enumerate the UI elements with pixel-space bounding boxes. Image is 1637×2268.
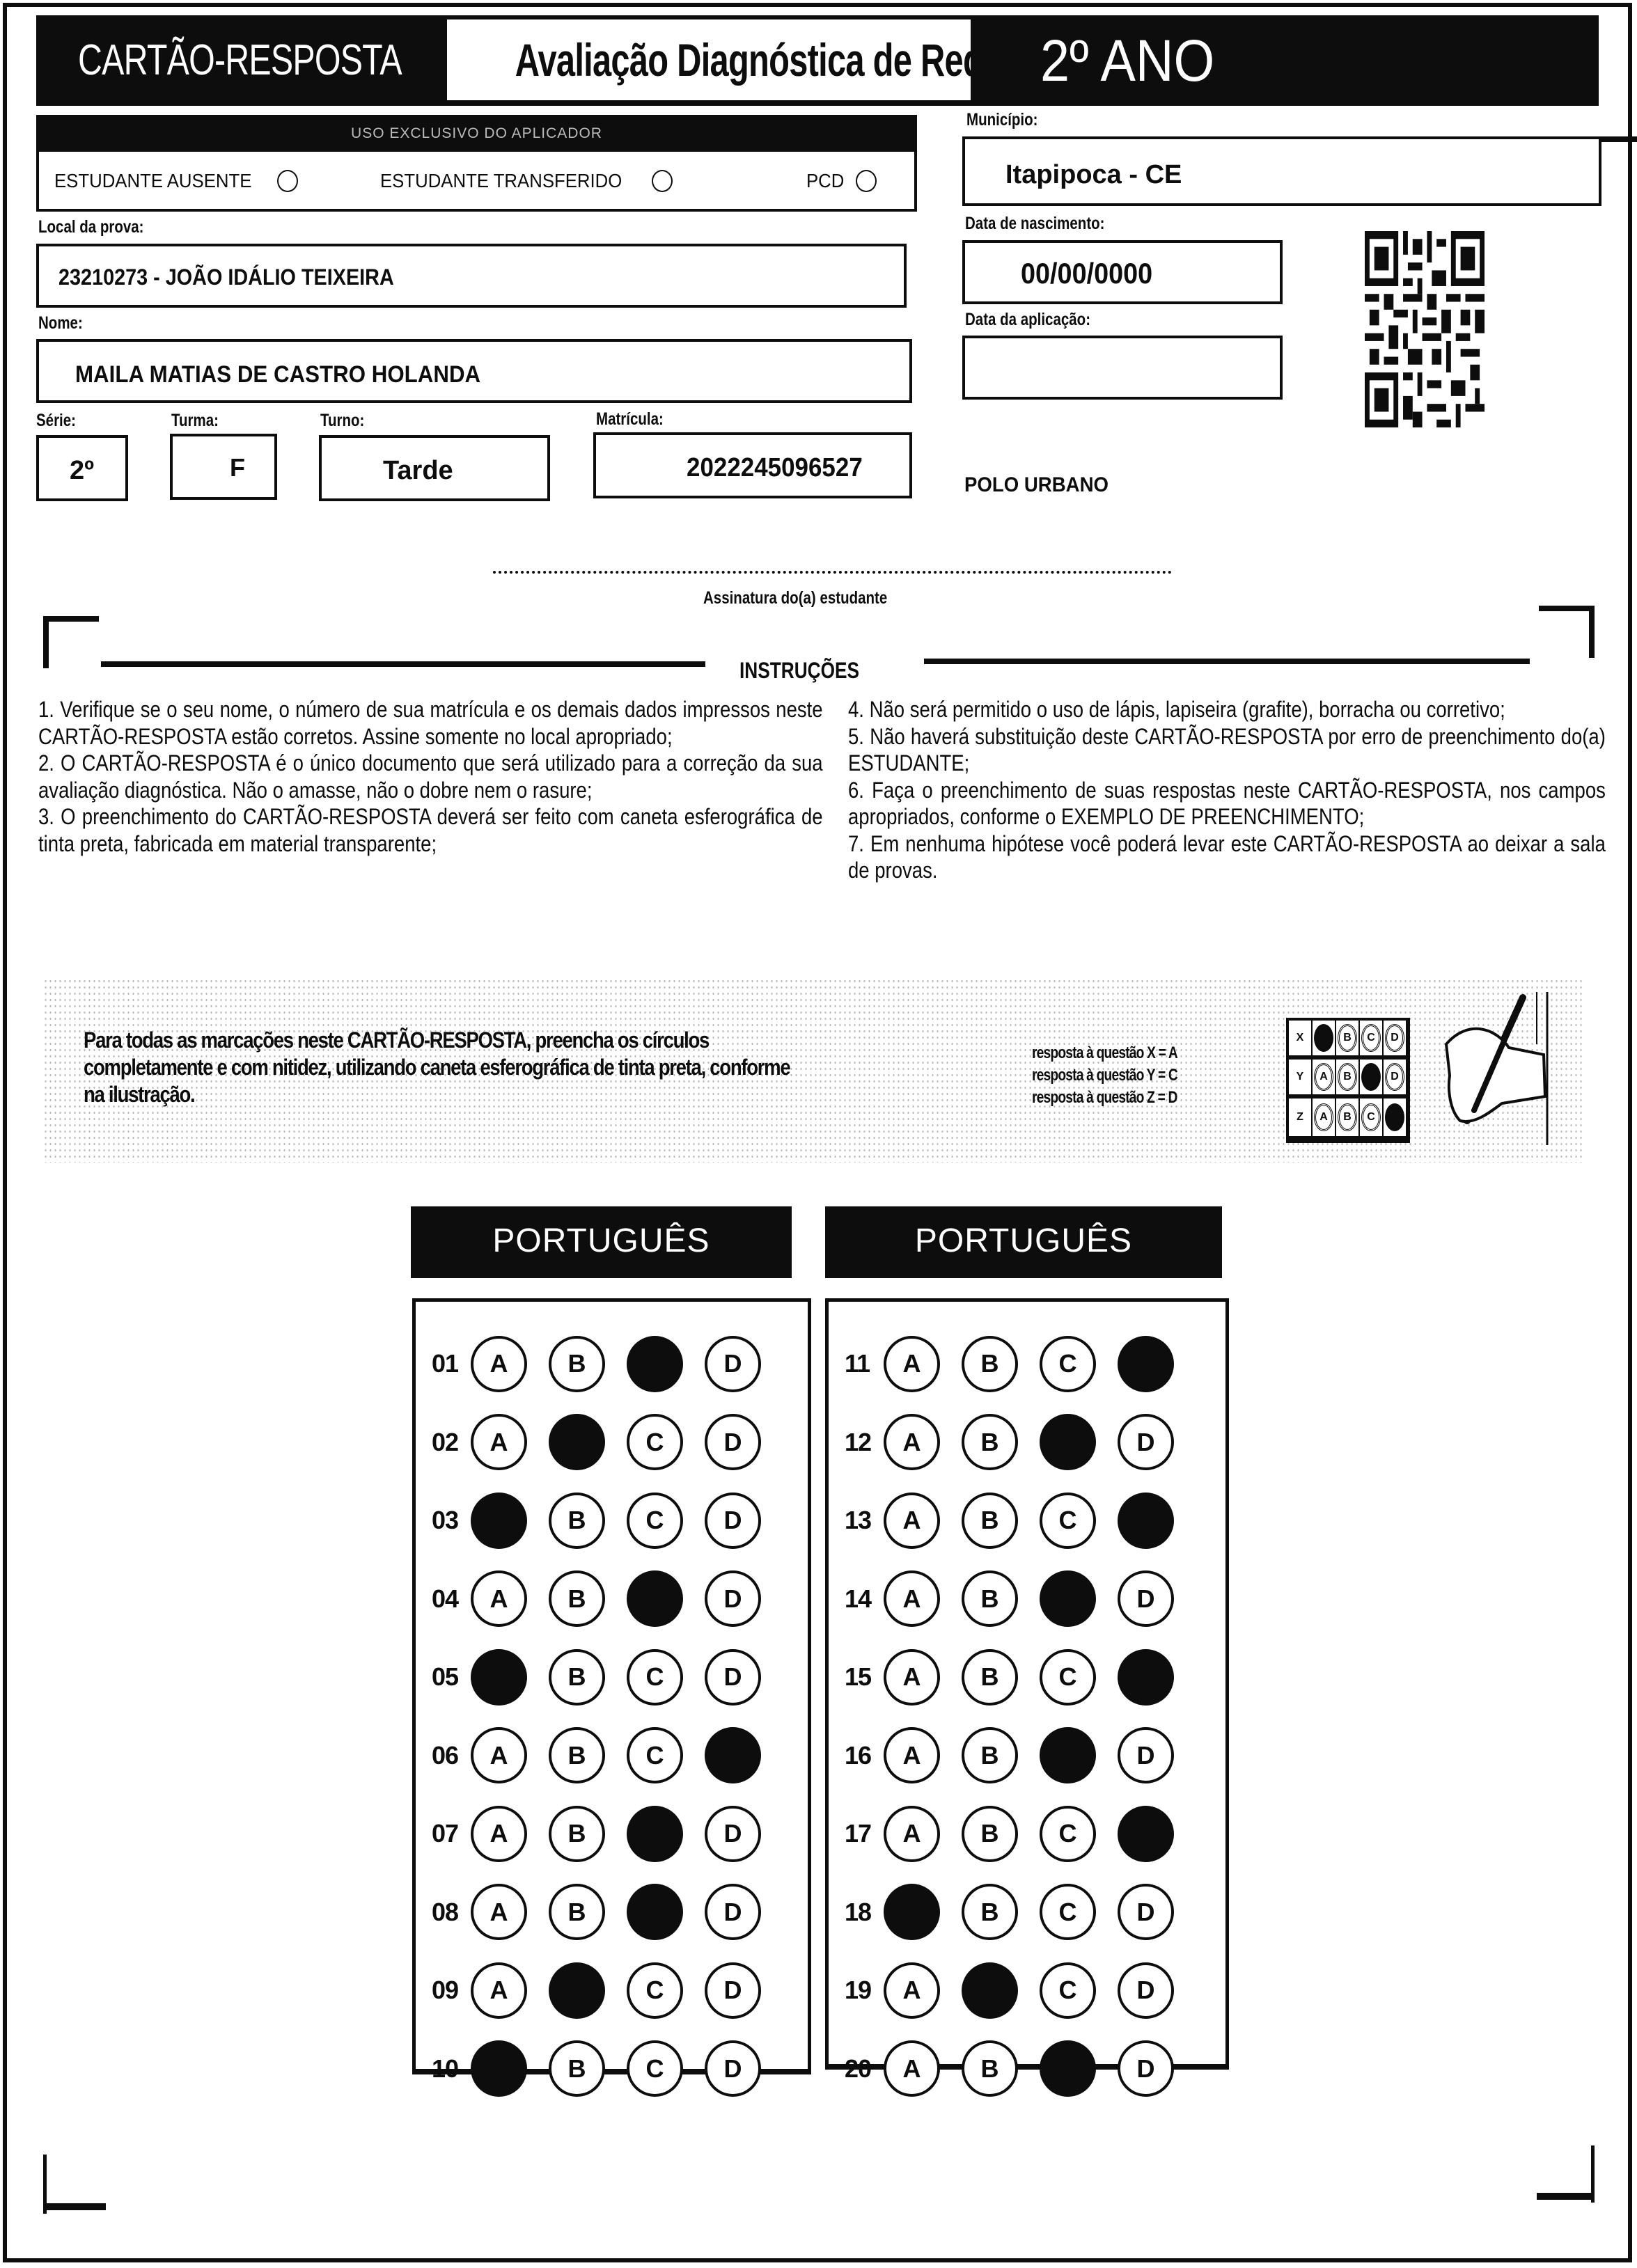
corner-marker-top-left bbox=[43, 616, 49, 668]
signature-line[interactable] bbox=[493, 571, 1172, 574]
question-row bbox=[416, 1411, 783, 1474]
example-cell bbox=[1336, 1060, 1360, 1098]
corner-marker-top-right bbox=[1589, 606, 1595, 658]
answer-bubble-c[interactable]: C bbox=[1040, 1962, 1096, 2019]
filling-example bbox=[43, 978, 1582, 1163]
answer-block-2 bbox=[825, 1298, 1229, 2083]
option-pcd[interactable] bbox=[806, 170, 877, 192]
answer-bubble-b[interactable] bbox=[549, 1962, 605, 2019]
local-value: 23210273 - JOÃO IDÁLIO TEIXEIRA bbox=[58, 265, 394, 290]
filled-bubble-icon: D bbox=[1385, 1103, 1404, 1131]
question-number: 10 bbox=[432, 2054, 459, 2083]
subject-header-2: PORTUGUÊS bbox=[825, 1206, 1222, 1278]
question-row bbox=[416, 1724, 783, 1787]
instruction-item: 2. O CARTÃO-RESPOSTA é o único documento que será utilizado para a correção da sua avaliação diagnóstica. Não o amasse, não o dobre nem o rasure; bbox=[38, 750, 823, 803]
question-number: 05 bbox=[432, 1662, 459, 1691]
example-cell bbox=[1360, 1060, 1384, 1098]
municipio-label: Município: bbox=[966, 110, 1038, 129]
nome-value: MAILA MATIAS DE CASTRO HOLANDA bbox=[75, 361, 481, 388]
serie-label: Série: bbox=[36, 411, 76, 430]
subject-header-1: PORTUGUÊS bbox=[411, 1206, 792, 1278]
answer-bubble-c[interactable] bbox=[1040, 1570, 1096, 1627]
answer-bubble-b[interactable]: B bbox=[549, 1336, 605, 1392]
answer-bubble-c[interactable]: C bbox=[627, 1727, 683, 1783]
answer-bubble-a[interactable]: A bbox=[471, 1570, 527, 1627]
answer-bubble-b[interactable]: B bbox=[549, 1570, 605, 1627]
serie-value: 2º bbox=[70, 456, 95, 485]
answer-bubble-a[interactable]: A bbox=[884, 1727, 940, 1783]
answer-bubble-d[interactable]: D bbox=[1118, 1414, 1174, 1470]
question-row bbox=[829, 2038, 1196, 2100]
instruction-item: 7. Em nenhuma hipótese você poderá levar este CARTÃO-RESPOSTA ao deixar a sala de provas. bbox=[848, 830, 1606, 883]
turma-label: Turma: bbox=[171, 411, 219, 430]
answer-bubble-a[interactable]: A bbox=[471, 1727, 527, 1783]
answer-bubble-a[interactable]: A bbox=[884, 1336, 940, 1392]
question-row bbox=[829, 1489, 1196, 1552]
answer-bubble-a[interactable]: A bbox=[884, 1570, 940, 1627]
question-row bbox=[416, 1881, 783, 1944]
answer-bubble-b[interactable]: B bbox=[962, 1570, 1018, 1627]
answer-bubble-d[interactable]: D bbox=[1118, 1727, 1174, 1783]
question-number: 18 bbox=[845, 1897, 872, 1926]
answer-bubble-a[interactable]: A bbox=[884, 1649, 940, 1706]
answer-block-1 bbox=[412, 1298, 811, 2083]
answer-bubble-b[interactable]: B bbox=[962, 1727, 1018, 1783]
answer-bubble-d[interactable] bbox=[705, 1727, 761, 1783]
answer-bubble-d[interactable] bbox=[1118, 1493, 1174, 1549]
example-row-label: Z bbox=[1289, 1098, 1313, 1137]
question-row bbox=[829, 1802, 1196, 1865]
question-number: 14 bbox=[845, 1584, 872, 1613]
answer-bubble-b[interactable]: B bbox=[549, 1806, 605, 1862]
question-number: 03 bbox=[432, 1506, 459, 1534]
question-number: 16 bbox=[845, 1740, 872, 1770]
empty-bubble-icon: D bbox=[1385, 1024, 1404, 1052]
example-cell bbox=[1336, 1098, 1360, 1137]
answer-bubble-d[interactable]: D bbox=[1118, 2040, 1174, 2097]
answer-bubble-c[interactable] bbox=[1040, 1414, 1096, 1470]
example-cell bbox=[1360, 1021, 1384, 1060]
assessment-title-box bbox=[447, 19, 1002, 100]
answer-bubble-d[interactable]: D bbox=[1118, 1884, 1174, 1940]
example-cell bbox=[1384, 1060, 1407, 1098]
answer-bubble-d[interactable]: D bbox=[705, 1962, 761, 2019]
empty-bubble-icon: B bbox=[1338, 1103, 1357, 1131]
aplicacao-label: Data da aplicação: bbox=[965, 310, 1091, 329]
question-row bbox=[829, 1646, 1196, 1708]
example-instruction: Para todas as marcações neste CARTÃO-RESPOSTA, preencha os círculos completamente e com nitidez, utilizando caneta esferográfica de tinta preta, conforme na ilustração. bbox=[84, 1027, 790, 1107]
empty-bubble-icon: A bbox=[1314, 1103, 1333, 1131]
answer-bubble-b[interactable]: B bbox=[962, 1493, 1018, 1549]
instruction-item: 3. O preenchimento do CARTÃO-RESPOSTA deverá ser feito com caneta esferográfica de tinta preta, fabricada em material transparente; bbox=[38, 804, 823, 856]
answer-bubble-c[interactable]: C bbox=[627, 2040, 683, 2097]
question-number: 01 bbox=[432, 1349, 459, 1378]
question-row bbox=[416, 1959, 783, 2022]
answer-bubble-a[interactable]: A bbox=[471, 1962, 527, 2019]
polo-label: POLO URBANO bbox=[964, 473, 1109, 496]
instruction-item: 5. Não haverá substituição deste CARTÃO-RESPOSTA por erro de preenchimento do(a) ESTUDANTE; bbox=[848, 723, 1606, 775]
answer-bubble-c[interactable]: C bbox=[1040, 1336, 1096, 1392]
instructions-title: INSTRUÇÕES bbox=[739, 658, 860, 683]
card-title: CARTÃO-RESPOSTA bbox=[78, 36, 402, 84]
matricula-field bbox=[593, 432, 912, 498]
answer-bubble-d[interactable] bbox=[1118, 1649, 1174, 1706]
answer-bubble-c[interactable]: C bbox=[1040, 1493, 1096, 1549]
example-cell bbox=[1384, 1021, 1407, 1060]
filled-bubble-icon: C bbox=[1361, 1063, 1381, 1091]
answer-bubble-b[interactable]: B bbox=[549, 2040, 605, 2097]
answer-bubble-a[interactable]: A bbox=[884, 1806, 940, 1862]
legend-item: resposta à questão X = A bbox=[1032, 1044, 1177, 1062]
answer-bubble-b[interactable]: B bbox=[549, 1727, 605, 1783]
legend-item: resposta à questão Z = D bbox=[1032, 1088, 1177, 1107]
radio-circle-icon[interactable] bbox=[856, 170, 877, 192]
local-field bbox=[36, 244, 907, 308]
answer-bubble-a[interactable]: A bbox=[471, 1414, 527, 1470]
answer-bubble-a[interactable] bbox=[471, 1649, 527, 1706]
example-cell bbox=[1336, 1021, 1360, 1060]
answer-bubble-b[interactable]: B bbox=[549, 1884, 605, 1940]
question-number: 19 bbox=[845, 1976, 872, 2004]
serie-field bbox=[36, 435, 128, 501]
answer-bubble-d[interactable]: D bbox=[1118, 1570, 1174, 1627]
option-label: PCD bbox=[806, 170, 845, 191]
nome-label: Nome: bbox=[38, 313, 83, 333]
question-number: 15 bbox=[845, 1662, 872, 1691]
answer-bubble-b[interactable]: B bbox=[962, 1649, 1018, 1706]
answer-bubble-a[interactable] bbox=[884, 1884, 940, 1940]
nome-field bbox=[36, 339, 912, 403]
radio-circle-icon[interactable] bbox=[652, 170, 673, 192]
answer-bubble-a[interactable]: A bbox=[884, 1962, 940, 2019]
instruction-item: 4. Não será permitido o uso de lápis, lapiseira (grafite), borracha ou corretivo; bbox=[848, 697, 1505, 722]
municipio-field bbox=[962, 136, 1601, 206]
question-number: 20 bbox=[845, 2054, 872, 2083]
example-cell bbox=[1313, 1098, 1336, 1137]
grade-year: 2º ANO bbox=[1040, 28, 1215, 93]
corner-marker-top-left bbox=[43, 616, 99, 622]
local-label: Local da prova: bbox=[38, 217, 144, 237]
answer-bubble-c[interactable]: C bbox=[1040, 1884, 1096, 1940]
answer-bubble-d[interactable]: D bbox=[705, 1806, 761, 1862]
example-cell bbox=[1360, 1098, 1384, 1137]
answer-bubble-d[interactable]: D bbox=[705, 1336, 761, 1392]
question-number: 08 bbox=[432, 1897, 459, 1926]
question-row bbox=[829, 1959, 1196, 2022]
empty-bubble-icon: B bbox=[1338, 1024, 1357, 1052]
answer-bubble-c[interactable]: C bbox=[1040, 1806, 1096, 1862]
signature-label: Assinatura do(a) estudante bbox=[703, 588, 888, 608]
empty-bubble-icon: B bbox=[1338, 1063, 1357, 1091]
corner-marker-top-right bbox=[1539, 606, 1595, 611]
example-grid bbox=[1286, 1018, 1410, 1143]
instructions-right-column bbox=[848, 696, 1606, 884]
answer-bubble-d[interactable]: D bbox=[705, 1884, 761, 1940]
hand-pencil-icon bbox=[1418, 992, 1551, 1145]
answer-bubble-a[interactable]: A bbox=[884, 2040, 940, 2097]
option-estudante-ausente[interactable] bbox=[54, 170, 298, 192]
answer-bubble-d[interactable] bbox=[1118, 1336, 1174, 1392]
answer-bubble-d[interactable] bbox=[1118, 1806, 1174, 1862]
answer-bubble-b[interactable]: B bbox=[962, 1806, 1018, 1862]
empty-bubble-icon: C bbox=[1361, 1024, 1381, 1052]
aplicador-title: USO EXCLUSIVO DO APLICADOR bbox=[351, 125, 602, 141]
question-number: 06 bbox=[432, 1740, 459, 1770]
question-row bbox=[416, 1489, 783, 1552]
instructions-rule-left bbox=[101, 661, 705, 667]
option-label: ESTUDANTE TRANSFERIDO bbox=[380, 170, 622, 191]
turma-value: F bbox=[230, 453, 245, 482]
question-row bbox=[829, 1724, 1196, 1787]
question-number: 09 bbox=[432, 1976, 459, 2004]
aplicacao-field[interactable] bbox=[962, 336, 1283, 400]
answer-bubble-b[interactable]: B bbox=[962, 1336, 1018, 1392]
question-number: 07 bbox=[432, 1819, 459, 1848]
answer-bubble-a[interactable]: A bbox=[471, 1806, 527, 1862]
answer-bubble-c[interactable]: C bbox=[627, 1493, 683, 1549]
corner-marker-bottom-right bbox=[1537, 2193, 1595, 2200]
answer-bubble-d[interactable]: D bbox=[705, 1649, 761, 1706]
nascimento-value: 00/00/0000 bbox=[1021, 257, 1153, 290]
example-cell bbox=[1313, 1060, 1336, 1098]
turma-field bbox=[170, 434, 277, 500]
answer-bubble-a[interactable] bbox=[471, 2040, 527, 2097]
question-row bbox=[416, 1646, 783, 1708]
answer-bubble-b[interactable]: B bbox=[962, 2040, 1018, 2097]
question-row bbox=[416, 1802, 783, 1865]
question-row bbox=[829, 1568, 1196, 1630]
example-cell bbox=[1313, 1021, 1336, 1060]
matricula-label: Matrícula: bbox=[596, 409, 664, 429]
question-number: 13 bbox=[845, 1506, 872, 1534]
instructions-left-column bbox=[38, 696, 823, 857]
answer-bubble-d[interactable]: D bbox=[705, 1414, 761, 1470]
example-cell bbox=[1384, 1098, 1407, 1137]
question-row bbox=[829, 1332, 1196, 1395]
answer-bubble-b[interactable]: B bbox=[549, 1493, 605, 1549]
answer-bubble-d[interactable]: D bbox=[1118, 1962, 1174, 2019]
question-number: 12 bbox=[845, 1427, 872, 1456]
municipio-value: Itapipoca - CE bbox=[1005, 160, 1182, 189]
question-row bbox=[829, 1411, 1196, 1474]
option-label: ESTUDANTE AUSENTE bbox=[54, 170, 252, 191]
question-row bbox=[416, 1568, 783, 1630]
nascimento-field bbox=[962, 240, 1283, 304]
answer-bubble-c[interactable]: C bbox=[1040, 1649, 1096, 1706]
answer-bubble-c[interactable] bbox=[627, 1806, 683, 1862]
example-row-label: X bbox=[1289, 1021, 1313, 1060]
answer-bubble-a[interactable]: A bbox=[471, 1336, 527, 1392]
assessment-title: Avaliação Diagnóstica de Rede bbox=[515, 34, 1002, 86]
legend-item: resposta à questão Y = C bbox=[1032, 1066, 1177, 1085]
question-number: 11 bbox=[845, 1349, 870, 1378]
nascimento-label: Data de nascimento: bbox=[965, 214, 1105, 233]
empty-bubble-icon: C bbox=[1361, 1103, 1381, 1131]
answer-bubble-d[interactable]: D bbox=[705, 1493, 761, 1549]
example-legend bbox=[1032, 1042, 1177, 1109]
answer-bubble-c[interactable]: C bbox=[627, 1649, 683, 1706]
turno-field bbox=[319, 435, 550, 501]
qr-code-icon bbox=[1365, 231, 1485, 427]
instructions-rule-right bbox=[924, 659, 1530, 664]
turno-label: Turno: bbox=[320, 411, 365, 430]
option-estudante-transferido[interactable] bbox=[380, 170, 673, 192]
aplicador-header bbox=[36, 115, 917, 152]
question-row bbox=[829, 1881, 1196, 1944]
question-row bbox=[416, 2038, 783, 2100]
example-row-label: Y bbox=[1289, 1060, 1313, 1098]
turno-value: Tarde bbox=[383, 456, 453, 485]
answer-bubble-b[interactable]: B bbox=[962, 1884, 1018, 1940]
question-number: 17 bbox=[845, 1819, 872, 1848]
aplicador-options bbox=[36, 152, 917, 212]
answer-bubble-d[interactable]: D bbox=[705, 2040, 761, 2097]
empty-bubble-icon: D bbox=[1385, 1063, 1404, 1091]
question-row bbox=[416, 1332, 783, 1395]
matricula-value: 2022245096527 bbox=[687, 453, 863, 482]
radio-circle-icon[interactable] bbox=[277, 170, 298, 192]
answer-bubble-d[interactable]: D bbox=[705, 1570, 761, 1627]
answer-bubble-c[interactable] bbox=[627, 1884, 683, 1940]
filled-bubble-icon: A bbox=[1314, 1024, 1333, 1052]
answer-bubble-b[interactable] bbox=[549, 1414, 605, 1470]
answer-bubble-c[interactable]: C bbox=[627, 1962, 683, 2019]
answer-bubble-c[interactable] bbox=[1040, 2040, 1096, 2097]
answer-bubble-a[interactable]: A bbox=[884, 1493, 940, 1549]
answer-bubble-b[interactable]: B bbox=[962, 1414, 1018, 1470]
answer-bubble-c[interactable]: C bbox=[627, 1414, 683, 1470]
answer-bubble-a[interactable]: A bbox=[471, 1884, 527, 1940]
instruction-item: 1. Verifique se o seu nome, o número de sua matrícula e os demais dados impressos neste CARTÃO-RESPOSTA estão corretos. Assine somente no local apropriado; bbox=[38, 697, 823, 749]
answer-bubble-a[interactable] bbox=[471, 1493, 527, 1549]
header-bar bbox=[36, 15, 1599, 106]
answer-bubble-b[interactable]: B bbox=[549, 1649, 605, 1706]
answer-bubble-c[interactable] bbox=[627, 1336, 683, 1392]
instruction-item: 6. Faça o preenchimento de suas respostas neste CARTÃO-RESPOSTA, nos campos apropriados, conforme o EXEMPLO DE PREENCHIMENTO; bbox=[848, 777, 1606, 829]
empty-bubble-icon: A bbox=[1314, 1063, 1333, 1091]
corner-marker-bottom-left bbox=[43, 2203, 106, 2210]
answer-bubble-a[interactable]: A bbox=[884, 1414, 940, 1470]
answer-bubble-c[interactable] bbox=[627, 1570, 683, 1627]
answer-bubble-b[interactable] bbox=[962, 1962, 1018, 2019]
answer-bubble-c[interactable] bbox=[1040, 1727, 1096, 1783]
question-number: 04 bbox=[432, 1584, 459, 1613]
question-number: 02 bbox=[432, 1427, 459, 1456]
